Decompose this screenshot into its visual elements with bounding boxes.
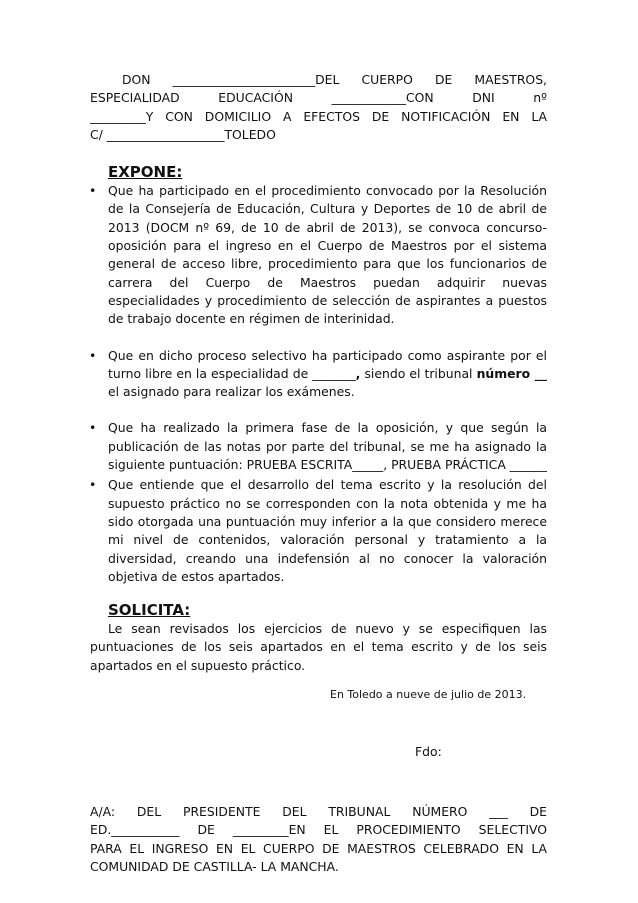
bullet-2-text-c: siendo el tribunal (360, 365, 477, 381)
header-line-3: _________Y CON DOMICILIO A EFECTOS DE NOTIFICACIÓN EN LA (90, 108, 547, 124)
expone-list (90, 182, 547, 586)
bullet-icon: • (89, 347, 97, 363)
solicita-line-2: puntuaciones de los seis apartados en el tema escrito y de los seis (90, 639, 547, 655)
expone-bullet-2 (108, 347, 547, 402)
footer-line-4: COMUNIDAD DE CASTILLA- LA MANCHA. (90, 858, 339, 874)
expone-bullet-3: Que ha realizado la primera fase de la oposición, y que según la publicación de las notas por parte del tribunal, se me ha asignado la siguiente puntuación: PRUEBA ESCRITA_____, PRUEBA PRÁCTICA ______ (108, 420, 547, 473)
bullet-2-comma: , (355, 365, 361, 381)
date-line: En Toledo a nueve de julio de 2013. (330, 688, 527, 702)
header-line-1: DON _______________________DEL CUERPO DE MAESTROS, (122, 72, 547, 87)
tribunal-number: número __ (476, 365, 547, 381)
solicita-line-1: Le sean revisados los ejercicios de nuevo y se especifiquen las (108, 621, 547, 637)
expone-heading: EXPONE: (108, 163, 183, 182)
list-item (90, 182, 547, 328)
bullet-2-text-a: Que en dicho proceso selectivo ha participado como aspirante por el turno libre en la especialidad de _______ (108, 347, 547, 381)
bullet-icon: • (89, 420, 97, 436)
addressee-block (90, 803, 547, 876)
solicita-body (90, 620, 547, 675)
bullet-icon: • (89, 183, 97, 199)
expone-bullet-4: Que entiende que el desarrollo del tema escrito y la resolución del supuesto práctico no se corresponden con la nota obtenida y me ha sido otorgada una puntuación muy inferior a la que considero merece mi nivel de contenidos, valoración personal y tratamiento a la diversidad, creando una indefensión al no conocer la valoración objetiva de estos apartados. (108, 477, 547, 584)
footer-line-1: A/A: DEL PRESIDENTE DEL TRIBUNAL NÚMERO ___ DE (90, 804, 547, 820)
list-item (90, 419, 547, 474)
footer-line-2: ED.___________ DE _________EN EL PROCEDIMIENTO SELECTIVO (90, 822, 547, 838)
expone-bullet-1: Que ha participado en el procedimiento convocado por la Resolución de la Consejería de Educación, Cultura y Deportes de 10 de abril de 2013 (DOCM nº 69, de 10 de abril de 2013), se convoca concurso-oposición para el ingreso en el Cuerpo de Maestros por el sistema general de acceso libre, procedimiento para que los funcionarios de carrera del Cuerpo de Maestros puedan adquirir nuevas especialidades y procedimiento de selección de aspirantes a puestos de trabajo docente en régimen de interinidad. (108, 183, 547, 327)
spacer (90, 329, 547, 347)
solicita-heading: SOLICITA: (108, 601, 191, 620)
header-line-2: ESPECIALIDAD EDUCACIÓN ____________CON DNI nº (90, 90, 547, 106)
document-page (90, 71, 547, 876)
bullet-icon: • (89, 477, 97, 493)
bullet-2-text-e: el asignado para realizar los exámenes. (108, 384, 355, 400)
solicita-line-3: apartados en el supuesto práctico. (90, 657, 306, 673)
list-item (90, 476, 547, 586)
footer-line-3: PARA EL INGRESO EN EL CUERPO DE MAESTROS CELEBRADO EN LA (90, 840, 547, 856)
list-item (90, 347, 547, 402)
spacer (90, 401, 547, 419)
applicant-header (90, 71, 547, 144)
header-line-4: C/ ___________________TOLEDO (90, 126, 276, 142)
signature-label: Fdo: (415, 744, 442, 760)
